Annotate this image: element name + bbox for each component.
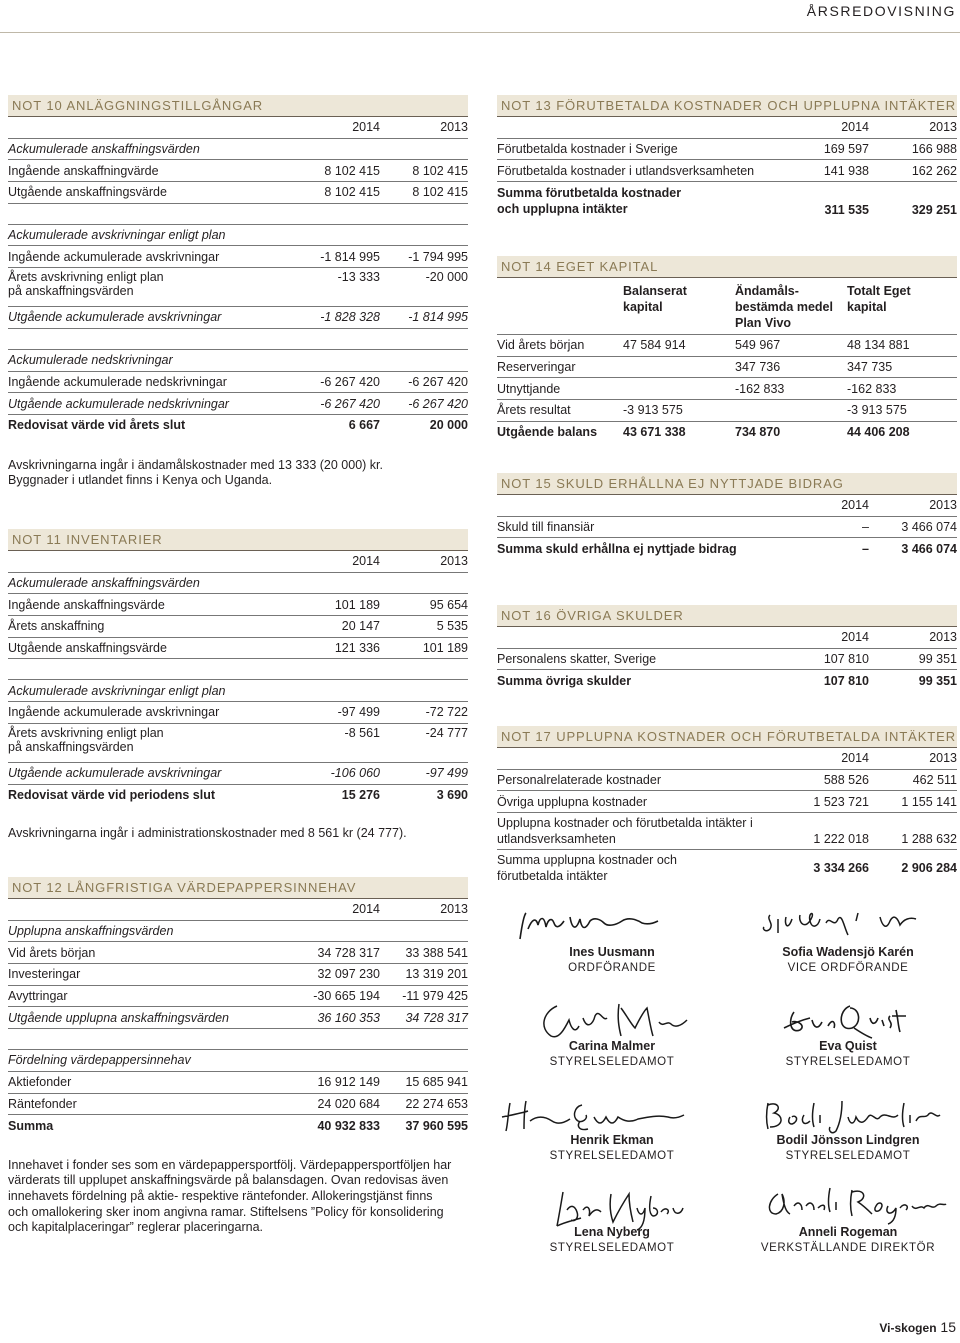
table-row: Förutbetalda kostnader i utlandsverksamheten 141 938 162 262 xyxy=(497,160,957,182)
signatory: Eva Quist STYRELSELEDAMOT xyxy=(785,1039,911,1068)
table-row: Utgående ackumulerade nedskrivningar -6 267 420 -6 267 420 xyxy=(8,393,468,415)
note-10-title: NOT 10 ANLÄGGNINGSTILLGÅNGAR xyxy=(8,95,468,117)
note-11 xyxy=(8,529,468,842)
table-row: Årets resultat -3 913 575 -3 913 575 xyxy=(497,400,957,422)
table-row: Årets anskaffning 20 147 5 535 xyxy=(8,616,468,638)
note-13 xyxy=(497,95,957,220)
table-row: Vid årets början 34 728 317 33 388 541 xyxy=(8,942,468,964)
note-13-title: NOT 13 FÖRUTBETALDA KOSTNADER OCH UPPLUPNA INTÄKTER xyxy=(497,95,957,117)
subheading: Ackumulerade avskrivningar enligt plan xyxy=(8,224,468,246)
footer-brand: Vi-skogen xyxy=(879,1321,937,1335)
note-15-title: NOT 15 SKULD ERHÅLLNA EJ NYTTJADE BIDRAG xyxy=(497,473,957,495)
note-12 xyxy=(8,877,468,1236)
subheading: Ackumulerade anskaffningsvärden xyxy=(8,572,468,594)
table-row: Utgående anskaffningsvärde 8 102 415 8 102 415 xyxy=(8,182,468,204)
header-rule xyxy=(0,32,960,33)
table-row: Ingående anskaffningvärde 8 102 415 8 102 415 xyxy=(8,160,468,182)
table-row: Skuld till finansiär – 3 466 074 xyxy=(497,516,957,538)
total-row: Summa upplupna kostnader och förutbetalda intäkter 3 334 266 2 906 284 xyxy=(497,853,957,884)
note-14-table: Balanserat kapital Ändamåls- bestämda medel Plan Vivo Totalt Eget kapital Vid årets början 47 584 914 549 967 48 134 881 Reserveringar 347 736 347 735 Utnyttjande -162 833 -162 833 Årets resultat -3 913 575 -3 913 575 Utgående balans 43 671 338 734 870 44 406 208 xyxy=(497,278,957,442)
note-14 xyxy=(497,256,957,442)
note-12-table: 2014 2013 Upplupna anskaffningsvärden Vid årets början 34 728 317 33 388 541 Investeringar 32 097 230 13 319 201 Avyttringar -30 665 194 -11 979 425 Utgående upplupna anskaffningsvärden 36 160 353 34 728 317 Fördelning värdepappersinnehav Aktiefonder 16 912 149 15 685 941 Räntefonder 24 020 684 22 274 653 Summa 40 932 833 37 960 595 xyxy=(8,899,468,1136)
signatory: Henrik Ekman STYRELSELEDAMOT xyxy=(549,1133,675,1162)
signatory: Sofia Wadensjö Karén VICE ORDFÖRANDE xyxy=(782,945,914,974)
year-2014: 2014 xyxy=(290,117,380,138)
table-row: Förutbetalda kostnader i Sverige 169 597 166 988 xyxy=(497,138,957,160)
subheading: Fördelning värdepappersinnehav xyxy=(8,1050,468,1072)
table-row: Årets avskrivning enligt plan på anskaffningsvärden -8 561 -24 777 xyxy=(8,723,468,762)
note-10 xyxy=(8,95,468,489)
table-row: Reserveringar 347 736 347 735 xyxy=(497,356,957,378)
note-15 xyxy=(497,473,957,559)
signature-sofia-wadensjo-karen xyxy=(760,905,930,945)
note-12-text: Innehavet i fonder ses som en värdepappersportfölj. Värdepappersportföljen har värderats till upplupet anskaffningsvärde på balansdagen. Ovan redovisas även innehavets fördelning på aktie- respektive räntefonder. Allokeringstjänst finns och omallokering sker inom angivna ramar. Stiftelsens ”Policy för konsolidering och kapitalplaceringar” reglerar placeringarna. xyxy=(8,1157,452,1235)
table-row: Övriga upplupna kostnader 1 523 721 1 155 141 xyxy=(497,791,957,813)
table-row: Vid årets början 47 584 914 549 967 48 134 881 xyxy=(497,335,957,357)
note-17 xyxy=(497,726,957,886)
signatory: Anneli Rogeman VERKSTÄLLANDE DIREKTÖR xyxy=(760,1225,936,1254)
note-11-title: NOT 11 INVENTARIER xyxy=(8,529,468,551)
table-row: Utgående anskaffningsvärde 121 336 101 189 xyxy=(8,637,468,659)
signature-anneli-rogeman xyxy=(760,1180,950,1225)
year-2013: 2013 xyxy=(380,117,468,138)
table-row: Personalens skatter, Sverige 107 810 99 351 xyxy=(497,648,957,670)
signatory: Carina Malmer STYRELSELEDAMOT xyxy=(549,1039,675,1068)
note-17-table: 2014 2013 Personalrelaterade kostnader 588 526 462 511 Övriga upplupna kostnader 1 523 721 1 155 141 Upplupna kostnader och förutbetalda intäkter i utlandsverksamheten 1 222 018 1 288 632 Summa upplupna kostnader och förutbetalda intäkter 3 334 266 2 906 284 xyxy=(497,748,957,886)
page-header: ÅRSREDOVISNING xyxy=(806,3,956,19)
total-row: Summa skuld erhållna ej nyttjade bidrag – 3 466 074 xyxy=(497,541,957,556)
signature-carina-malmer xyxy=(535,998,695,1043)
subheading: Ackumulerade avskrivningar enligt plan xyxy=(8,680,468,702)
table-row: Räntefonder 24 020 684 22 274 653 xyxy=(8,1093,468,1115)
signature-ines-uusmann xyxy=(512,905,662,945)
table-row: Aktiefonder 16 912 149 15 685 941 xyxy=(8,1071,468,1093)
table-row: Ingående ackumulerade avskrivningar -97 499 -72 722 xyxy=(8,702,468,724)
signatory: Ines Uusmann ORDFÖRANDE xyxy=(568,945,656,974)
table-row: Utgående ackumulerade avskrivningar -106 060 -97 499 xyxy=(8,762,468,784)
table-row: Årets avskrivning enligt plan på anskaffningsvärden -13 333 -20 000 xyxy=(8,268,468,307)
signature-eva-quist xyxy=(780,998,910,1043)
total-row: Utgående balans 43 671 338 734 870 44 406 208 xyxy=(497,425,910,440)
total-row: Summa övriga skulder 107 810 99 351 xyxy=(497,673,957,688)
note-16-title: NOT 16 ÖVRIGA SKULDER xyxy=(497,605,957,627)
table-row: Personalrelaterade kostnader 588 526 462 511 xyxy=(497,769,957,791)
table-row: Investeringar 32 097 230 13 319 201 xyxy=(8,964,468,986)
subheading: Upplupna anskaffningsvärden xyxy=(8,920,468,942)
note-17-title: NOT 17 UPPLUPNA KOSTNADER OCH FÖRUTBETALDA INTÄKTER xyxy=(497,726,957,748)
note-15-table: 2014 2013 Skuld till finansiär – 3 466 074 Summa skuld erhållna ej nyttjade bidrag – 3 466 074 xyxy=(497,495,957,559)
subheading: Ackumulerade nedskrivningar xyxy=(8,349,468,371)
total-row: Redovisat värde vid årets slut 6 667 20 000 xyxy=(8,418,468,433)
table-row: Upplupna kostnader och förutbetalda intäkter i utlandsverksamheten 1 222 018 1 288 632 xyxy=(497,813,957,850)
signature-bodil-jonsson-lindgren xyxy=(758,1095,948,1135)
note-14-title: NOT 14 EGET KAPITAL xyxy=(497,256,957,278)
signatory: Lena Nyberg STYRELSELEDAMOT xyxy=(549,1225,675,1254)
table-row: Utgående upplupna anskaffningsvärden 36 160 353 34 728 317 xyxy=(8,1007,468,1029)
page-footer xyxy=(879,1319,956,1335)
note-10-table xyxy=(8,117,468,436)
signature-henrik-ekman xyxy=(498,1095,688,1135)
table-row: Ingående ackumulerade avskrivningar -1 814 995 -1 794 995 xyxy=(8,246,468,268)
table-row: Ingående anskaffningsvärde 101 189 95 654 xyxy=(8,594,468,616)
note-16-table: 2014 2013 Personalens skatter, Sverige 107 810 99 351 Summa övriga skulder 107 810 99 351 xyxy=(497,627,957,691)
note-13-table: 2014 2013 Förutbetalda kostnader i Sverige 169 597 166 988 Förutbetalda kostnader i utlandsverksamheten 141 938 162 262 Summa förutbetalda kostnader och upplupna intäkter 311 535 329 251 xyxy=(497,117,957,220)
note-16 xyxy=(497,605,957,691)
note-11-text: Avskrivningarna ingår i administrationskostnader med 8 561 kr (24 777). xyxy=(8,826,407,841)
page-number: 15 xyxy=(940,1319,956,1335)
total-row: Redovisat värde vid periodens slut 15 276 3 690 xyxy=(8,787,468,802)
signatory: Bodil Jönsson Lindgren STYRELSELEDAMOT xyxy=(776,1133,920,1162)
total-row: Summa 40 932 833 37 960 595 xyxy=(8,1118,468,1133)
subheading: Ackumulerade anskaffningsvärden xyxy=(8,138,468,160)
table-row: Ingående ackumulerade nedskrivningar -6 267 420 -6 267 420 xyxy=(8,371,468,393)
table-row: Utnyttjande -162 833 -162 833 xyxy=(497,378,957,400)
note-12-title: NOT 12 LÅNGFRISTIGA VÄRDEPAPPERSINNEHAV xyxy=(8,877,468,899)
total-row: Summa förutbetalda kostnader och upplupna intäkter 311 535 329 251 xyxy=(497,186,957,218)
note-11-table: 2014 2013 Ackumulerade anskaffningsvärden Ingående anskaffningsvärde 101 189 95 654 Årets anskaffning 20 147 5 535 Utgående anskaffningsvärde 121 336 101 189 Ackumulerade avskrivningar enligt plan Ingående ackumulerade avskrivningar -97 499 -72 722 Årets avskrivning enligt plan på anskaffningsvärden -8 561 -24 777 Utgående ackumulerade avskrivningar -106 060 -97 499 Redovisat värde vid periodens slut 15 276 3 690 xyxy=(8,551,468,805)
table-row: Avyttringar -30 665 194 -11 979 425 xyxy=(8,985,468,1007)
table-row: Utgående ackumulerade avskrivningar -1 828 328 -1 814 995 xyxy=(8,307,468,329)
note-10-text: Avskrivningarna ingår i ändamålskostnader med 13 333 (20 000) kr. Byggnader i utlandet finns i Kenya och Uganda. xyxy=(8,457,383,488)
